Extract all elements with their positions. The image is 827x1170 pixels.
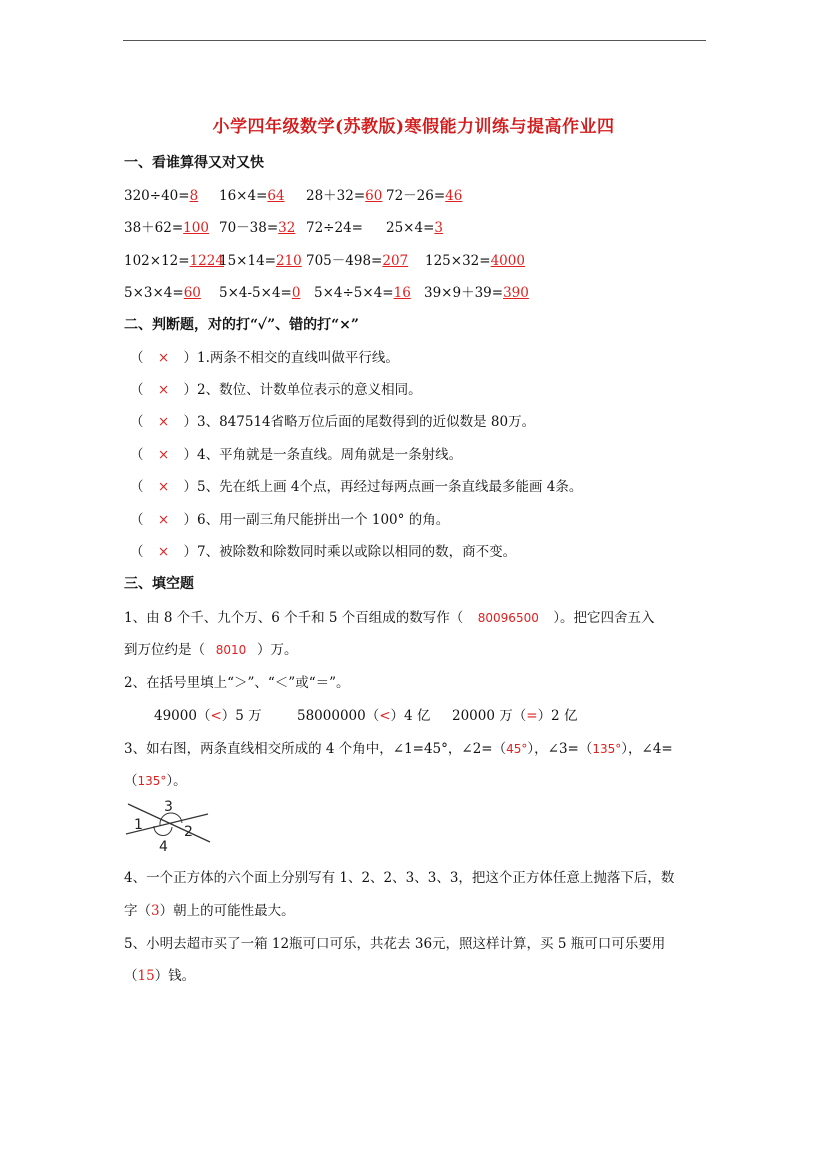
figure-label-1: 1 xyxy=(134,817,143,833)
fill-question-4-cont: 字（3）朝上的可能性最大。 xyxy=(124,903,295,919)
section-2-heading: 二、判断题，对的打“✓”、错的打“×” xyxy=(124,317,359,333)
intersecting-lines-figure xyxy=(124,798,214,854)
figure-label-4: 4 xyxy=(159,839,168,854)
calc-row-3: 102×12=122415×14=210 705－498=207 125×32=4000 xyxy=(124,253,525,269)
fill-question-3-cont: （135°）。 xyxy=(124,773,187,789)
fill-question-1: 1、由 8 个千、九个万、6 个千和 5 个百组成的数写作（ 80096500 ）。把它四舍五入 xyxy=(124,610,655,626)
figure-label-2: 2 xyxy=(184,824,193,840)
angle-arc-1 xyxy=(154,826,172,836)
page-title: 小学四年级数学(苏教版)寒假能力训练与提高作业四 xyxy=(212,117,615,137)
fill-question-5-cont: （15）钱。 xyxy=(124,968,196,984)
judge-item: （ × ）3、847514省略万位后面的尾数得到的近似数是 80万。 xyxy=(130,414,536,430)
judge-item: （ × ）7、被除数和除数同时乘以或除以相同的数，商不变。 xyxy=(130,544,517,560)
judge-item: （ × ）6、用一副三角尺能拼出一个 100° 的角。 xyxy=(130,512,450,528)
calc-row-4: 5×3×4=60 5×4-5×4=0 5×4÷5×4=16 39×9＋39=390 xyxy=(124,285,529,301)
judge-item: （ × ）5、先在纸上画 4个点，再经过每两点画一条直线最多能画 4条。 xyxy=(130,479,583,495)
fill-question-1-cont: 到万位约是（ 8010 ）万。 xyxy=(124,642,298,658)
fill-question-5: 5、小明去超市买了一箱 12瓶可口可乐，共花去 36元，照这样计算，买 5 瓶可口可乐要用 xyxy=(124,936,666,952)
calc-row-2: 38＋62=100 70－38=32 72÷24= 25×4=3 xyxy=(124,220,443,236)
figure-label-3: 3 xyxy=(164,799,173,815)
judge-item: （ × ）1.两条不相交的直线叫做平行线。 xyxy=(130,350,399,366)
header-rule xyxy=(123,40,706,41)
section-1-heading: 一、看谁算得又对又快 xyxy=(124,155,264,171)
judge-item: （ × ）2、数位、计数单位表示的意义相同。 xyxy=(130,382,422,398)
fill-question-2-row: 49000（<）5 万 58000000（<）4 亿 20000 万（=）2 亿 xyxy=(154,708,578,724)
fill-question-4: 4、一个正方体的六个面上分别写有 1、2、2、3、3、3，把这个正方体任意上抛落下后，数 xyxy=(124,870,675,886)
calc-row-1: 320÷40=8 16×4=64 28＋32=60 72－26=46 xyxy=(124,188,463,204)
section-3-heading: 三、填空题 xyxy=(124,576,194,592)
fill-question-2: 2、在括号里填上“＞”、“＜”或“＝”。 xyxy=(124,675,350,691)
fill-question-3: 3、如右图，两条直线相交所成的 4 个角中，∠1=45°，∠2=（45°），∠3=（135°），∠4= xyxy=(124,741,673,757)
judge-item: （ × ）4、平角就是一条直线。周角就是一条射线。 xyxy=(130,447,463,463)
